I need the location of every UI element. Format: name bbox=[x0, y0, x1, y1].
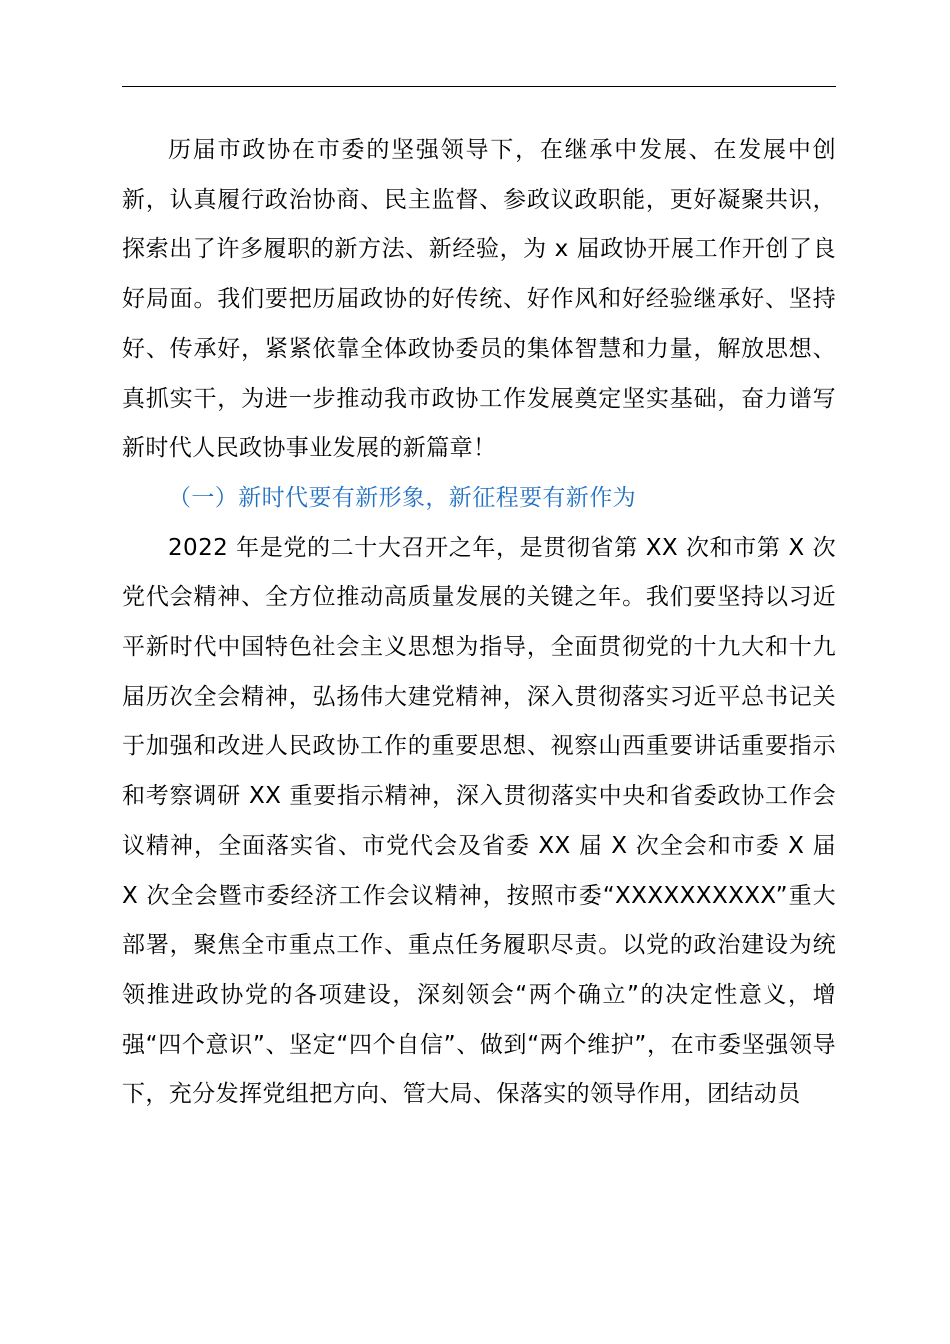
section-heading: （一）新时代要有新形象，新征程要有新作为 bbox=[168, 484, 636, 511]
paragraph-1: 历届市政协在市委的坚强领导下，在继承中发展、在发展中创新，认真履行政治协商、民主监督、参政议政职能，更好凝聚共识，探索出了许多履职的新方法、新经验，为 x 届政协开展工作开创了良好局面。我们要把历届政协的好传统、好作风和好经验继承好、坚持好、传承好，紧紧依靠全体政协委员的集体智慧和力量，解放思想、真抓实干，为进一步推动我市政协工作发展奠定坚实基础，奋力谱写新时代人民政协事业发展的新篇章！ bbox=[122, 137, 836, 462]
paragraph-2: 2022 年是党的二十大召开之年，是贯彻省第 XX 次和市第 X 次党代会精神、全方位推动高质量发展的关键之年。我们要坚持以习近平新时代中国特色社会主义思想为指导，全面贯彻党的十九大和十九届历次全会精神，弘扬伟大建党精神，深入贯彻落实习近平总书记关于加强和改进人民政协工作的重要思想、视察山西重要讲话重要指示和考察调研 XX 重要指示精神，深入贯彻落实中央和省委政协工作会议精神，全面落实省、市党代会及省委 XX 届 X 次全会和市委 X 届 X 次全会暨市委经济工作会议精神，按照市委“XXXXXXXXXX”重大部署，聚焦全市重点工作、重点任务履职尽责。以党的政治建设为统领推进政协党的各项建设，深刻领会“两个确立”的决定性意义，增强“四个意识”、坚定“四个自信”、做到“两个维护”，在市委坚强领导下，充分发挥党组把方向、管大局、保落实的领导作用，团结动员 bbox=[122, 534, 836, 1108]
header-rule bbox=[122, 86, 836, 87]
document-body bbox=[122, 126, 836, 1120]
